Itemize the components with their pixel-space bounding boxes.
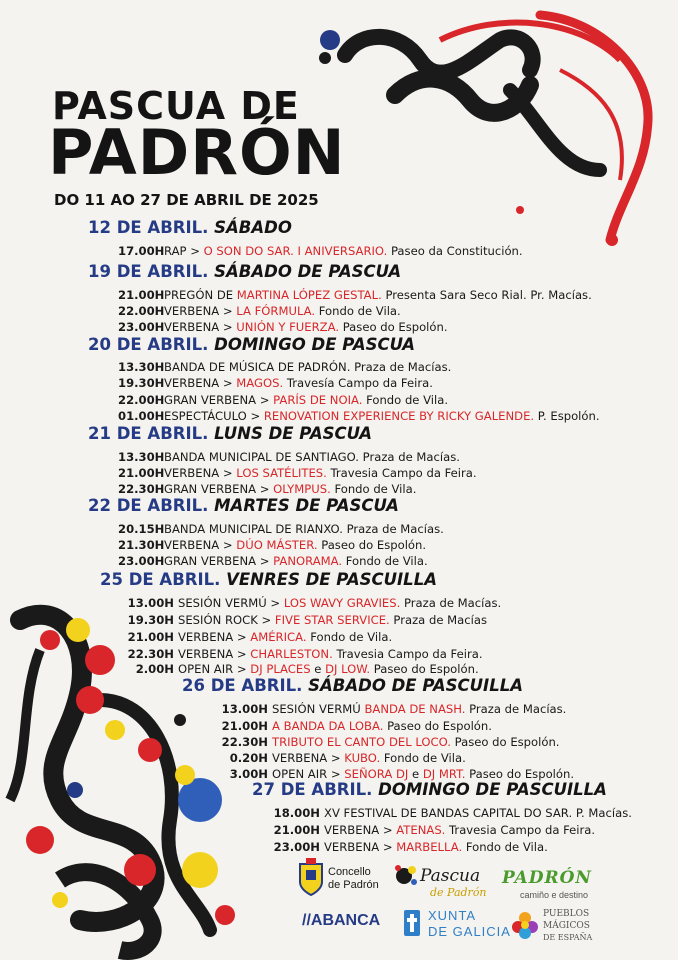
event-performer: TRIBUTO EL CANTO DEL LOCO. — [272, 735, 451, 749]
event-performer: CHARLESTON. — [250, 647, 333, 661]
day-date: 21 DE ABRIL. — [88, 424, 209, 443]
event-performer: RENOVATION EXPERIENCE BY RICKY GALENDE. — [263, 409, 535, 423]
event-description — [164, 466, 477, 480]
logo-pueblos-magicos — [510, 906, 600, 950]
day-heading — [88, 424, 372, 443]
pueblos-line2: MÁGICOS — [543, 921, 590, 931]
event-row — [108, 662, 479, 676]
day-date: 22 DE ABRIL. — [88, 496, 209, 515]
event-description — [272, 751, 466, 765]
event-type: VERBENA > — [324, 823, 397, 837]
concello-line2: de Padrón — [328, 879, 379, 891]
logo-xunta — [402, 906, 512, 946]
event-type: XV FESTIVAL DE BANDAS CAPITAL DO SAR. — [324, 806, 573, 820]
event-row — [118, 522, 444, 536]
event-type: BANDA MUNICIPAL DE SANTIAGO. — [164, 450, 359, 464]
event-row — [118, 450, 460, 464]
event-description — [178, 596, 501, 610]
event-type: VERBENA > — [164, 304, 237, 318]
event-venue: Fondo de Vila. — [380, 751, 466, 765]
event-time: 23.00H — [118, 554, 165, 568]
logo-concello — [298, 856, 390, 902]
event-performer: DJ LOW. — [325, 662, 371, 676]
day-date: 12 DE ABRIL. — [88, 218, 209, 237]
event-time: 21.00H — [221, 719, 268, 733]
event-description — [164, 482, 416, 496]
coat-of-arms-icon — [298, 858, 324, 896]
event-venue: Praza de Macías. — [350, 360, 452, 374]
event-description — [324, 840, 548, 854]
xunta-emblem-icon — [402, 908, 422, 938]
event-description — [324, 823, 595, 837]
day-of-week: VENRES DE PASCUILLA — [226, 570, 437, 589]
event-venue: Fondo de Vila. — [315, 304, 401, 318]
event-description — [164, 554, 428, 568]
event-type: VERBENA > — [164, 466, 237, 480]
event-row — [108, 647, 483, 661]
event-time: 2.00H — [135, 662, 174, 676]
event-time: 21.00H — [118, 288, 165, 302]
event-venue: Fondo de Vila. — [342, 554, 428, 568]
paint-splash-icon — [392, 862, 420, 890]
event-description — [324, 806, 632, 820]
day-heading — [88, 262, 401, 281]
day-heading — [100, 570, 437, 589]
event-venue: Praza de Macías — [389, 613, 487, 627]
event-venue: Paseo do Espolón. — [383, 719, 492, 733]
event-performer: DJ MRT. — [422, 767, 466, 781]
event-description — [164, 393, 448, 407]
event-venue: Paseo do Espolón. — [370, 662, 479, 676]
event-venue: Fondo de Vila. — [306, 630, 393, 644]
event-row — [118, 320, 448, 334]
day-of-week: LUNS DE PASCUA — [214, 424, 373, 443]
event-time: 13.00H — [221, 702, 268, 716]
event-row — [118, 466, 477, 480]
event-description — [164, 522, 444, 536]
event-description — [164, 376, 433, 390]
event-venue: Paseo da Constitución. — [387, 244, 523, 258]
event-performer: FIVE STAR SERVICE. — [274, 613, 390, 627]
event-type: BANDA DE MÚSICA DE PADRÓN. — [164, 360, 351, 374]
day-of-week: SÁBADO DE PASCUILLA — [308, 676, 523, 695]
event-row — [236, 823, 595, 837]
event-type: OPEN AIR > — [272, 767, 345, 781]
event-venue: Praza de Macías. — [400, 596, 502, 610]
event-description — [272, 735, 560, 749]
event-time: 13.30H — [118, 360, 165, 374]
event-performer: UNIÓN Y FUERZA. — [236, 320, 340, 334]
event-time: 17.00H — [118, 244, 165, 258]
title-line-2: PADRÓN — [48, 116, 346, 189]
event-time: 13.00H — [127, 596, 174, 610]
event-type: VERBENA > — [324, 840, 397, 854]
event-time: 22.30H — [127, 647, 174, 661]
event-description — [178, 647, 483, 661]
event-row — [118, 360, 451, 374]
concello-line1: Concello — [328, 866, 371, 878]
abanca-text: ABANCA — [310, 912, 381, 929]
flower-icon — [510, 910, 540, 940]
day-heading — [182, 676, 523, 695]
event-row — [118, 393, 448, 407]
event-description — [164, 288, 592, 302]
event-type: GRAN VERBENA > — [164, 554, 274, 568]
pascua-logo-line2: de Padrón — [430, 886, 487, 899]
event-time: 21.00H — [118, 466, 165, 480]
xunta-line2: DE GALICIA — [428, 924, 511, 939]
event-description — [164, 538, 426, 552]
abanca-slashes-icon: // — [302, 912, 311, 929]
event-description — [164, 409, 600, 423]
event-time: 21.00H — [127, 630, 174, 644]
event-time: 3.00H — [229, 767, 268, 781]
event-venue: Travesia Campo da Feira. — [332, 647, 483, 661]
event-venue: Praza de Macías. — [465, 702, 567, 716]
event-row — [118, 304, 401, 318]
event-row — [118, 554, 428, 568]
event-row — [178, 767, 574, 781]
day-date: 27 DE ABRIL. — [252, 780, 373, 799]
event-performer: AMÉRICA. — [250, 630, 307, 644]
day-date: 26 DE ABRIL. — [182, 676, 303, 695]
event-type: GRAN VERBENA > — [164, 482, 274, 496]
day-heading — [88, 496, 399, 515]
event-time: 19.30H — [118, 376, 165, 390]
event-description — [164, 320, 448, 334]
event-row — [118, 244, 523, 258]
event-performer: MAGOS. — [236, 376, 284, 390]
event-description — [164, 450, 460, 464]
event-venue: Fondo de Vila. — [362, 393, 449, 407]
event-performer: LOS SATÉLITES. — [236, 466, 327, 480]
event-row — [118, 376, 433, 390]
event-row — [108, 596, 501, 610]
event-time: 20.15H — [118, 522, 165, 536]
event-description — [178, 613, 487, 627]
event-time: 0.20H — [229, 751, 268, 765]
event-time: 18.00H — [273, 806, 320, 820]
event-row — [118, 288, 592, 302]
event-venue: Fondo de Vila. — [462, 840, 548, 854]
event-type: ESPECTÁCULO > — [164, 409, 264, 423]
day-heading — [88, 335, 415, 354]
event-performer: PARÍS DE NOIA. — [273, 393, 363, 407]
event-row — [178, 751, 466, 765]
event-row — [108, 630, 392, 644]
event-performer: PANORAMA. — [273, 554, 343, 568]
event-venue: Paseo do Espolón. — [450, 735, 560, 749]
event-time: 21.00H — [273, 823, 320, 837]
event-type: SESIÓN VERMÚ — [272, 702, 365, 716]
event-type: SESIÓN ROCK > — [178, 613, 275, 627]
day-date: 19 DE ABRIL. — [88, 262, 209, 281]
logo-pascua — [392, 862, 492, 902]
event-description — [272, 702, 566, 716]
event-type: RAP > — [164, 244, 204, 258]
event-venue: Fondo de Vila. — [330, 482, 417, 496]
event-description — [178, 630, 392, 644]
event-row — [178, 702, 566, 716]
event-performer: KUBO. — [344, 751, 381, 765]
event-description — [272, 719, 492, 733]
event-time: 23.00H — [118, 320, 165, 334]
event-venue: P. Espolón. — [534, 409, 600, 423]
pueblos-line3: DE ESPAÑA — [543, 933, 593, 942]
event-description — [164, 244, 523, 258]
event-row — [118, 482, 416, 496]
event-time: 21.30H — [118, 538, 165, 552]
day-of-week: MARTES DE PASCUA — [214, 496, 399, 515]
event-performer: ATENAS. — [396, 823, 446, 837]
event-type: VERBENA > — [178, 630, 251, 644]
event-time: 01.00H — [118, 409, 165, 423]
event-venue: P. Macías. — [572, 806, 632, 820]
event-row — [178, 719, 492, 733]
event-time: 19.30H — [127, 613, 174, 627]
day-heading — [252, 780, 607, 799]
event-performer: LA FÓRMULA. — [236, 304, 316, 318]
event-row — [118, 538, 426, 552]
event-type: VERBENA > — [272, 751, 345, 765]
event-venue: Praza de Macías. — [342, 522, 444, 536]
event-type: VERBENA > — [164, 376, 237, 390]
event-performer: OLYMPUS. — [273, 482, 331, 496]
event-row — [236, 840, 548, 854]
xunta-line1: XUNTA — [428, 908, 477, 923]
event-row — [118, 409, 600, 423]
event-time: 22.30H — [221, 735, 268, 749]
event-type: VERBENA > — [164, 320, 237, 334]
event-time: 22.00H — [118, 304, 165, 318]
festival-dates: DO 11 AO 27 DE ABRIL DE 2025 — [54, 191, 319, 209]
event-venue: Paseo do Espolón. — [317, 538, 427, 552]
event-performer: SEÑORA DJ — [344, 767, 409, 781]
event-venue: e — [408, 767, 423, 781]
day-of-week: DOMINGO DE PASCUA — [214, 335, 416, 354]
event-type: VERBENA > — [164, 538, 237, 552]
event-performer: DJ PLACES — [250, 662, 311, 676]
event-performer: O SON DO SAR. I ANIVERSARIO. — [203, 244, 388, 258]
event-time: 13.30H — [118, 450, 165, 464]
event-performer: BANDA DE NASH. — [364, 702, 466, 716]
event-row — [178, 735, 560, 749]
event-type: VERBENA > — [178, 647, 251, 661]
pascua-logo-line1: Pascua — [420, 866, 481, 886]
event-venue: e — [310, 662, 326, 676]
event-venue: Presenta Sara Seco Rial. Pr. Macías. — [381, 288, 592, 302]
day-date: 20 DE ABRIL. — [88, 335, 209, 354]
event-venue: Paseo do Espolón. — [465, 767, 575, 781]
pueblos-line1: PUEBLOS — [543, 909, 590, 919]
padron-logo-line1: PADRÓN — [502, 868, 592, 888]
event-venue: Travesia Campo da Feira. — [445, 823, 596, 837]
day-of-week: DOMINGO DE PASCUILLA — [378, 780, 607, 799]
event-type: BANDA MUNICIPAL DE RIANXO. — [164, 522, 343, 536]
logo-abanca — [302, 912, 392, 936]
event-venue: Paseo do Espolón. — [339, 320, 448, 334]
event-time: 23.00H — [273, 840, 320, 854]
day-date: 25 DE ABRIL. — [100, 570, 221, 589]
event-description — [164, 360, 451, 374]
event-type: OPEN AIR > — [178, 662, 251, 676]
padron-logo-line2: camiño e destino — [520, 890, 589, 900]
event-venue: Travesia Campo da Feira. — [326, 466, 477, 480]
event-type: GRAN VERBENA > — [164, 393, 274, 407]
event-performer: DÚO MÁSTER. — [236, 538, 318, 552]
event-performer: LOS WAVY GRAVIES. — [283, 596, 401, 610]
event-performer: MARTINA LÓPEZ GESTAL. — [236, 288, 382, 302]
event-description — [164, 304, 401, 318]
event-type: SESIÓN VERMÚ > — [178, 596, 284, 610]
event-time: 22.30H — [118, 482, 165, 496]
event-time: 22.00H — [118, 393, 165, 407]
event-performer: A BANDA DA LOBA. — [272, 719, 384, 733]
event-venue: Praza de Macías. — [359, 450, 460, 464]
logo-padron-destino — [502, 868, 602, 904]
event-row — [236, 806, 632, 820]
event-description — [272, 767, 574, 781]
day-heading — [88, 218, 292, 237]
title-line-1: PASCUA DE — [52, 84, 300, 128]
event-venue: Travesía Campo da Feira. — [283, 376, 433, 390]
event-performer: MARBELLA. — [396, 840, 463, 854]
event-description — [178, 662, 479, 676]
day-of-week: SÁBADO — [214, 218, 292, 237]
event-row — [108, 613, 487, 627]
day-of-week: SÁBADO DE PASCUA — [214, 262, 402, 281]
event-type: PREGÓN DE — [164, 288, 237, 302]
